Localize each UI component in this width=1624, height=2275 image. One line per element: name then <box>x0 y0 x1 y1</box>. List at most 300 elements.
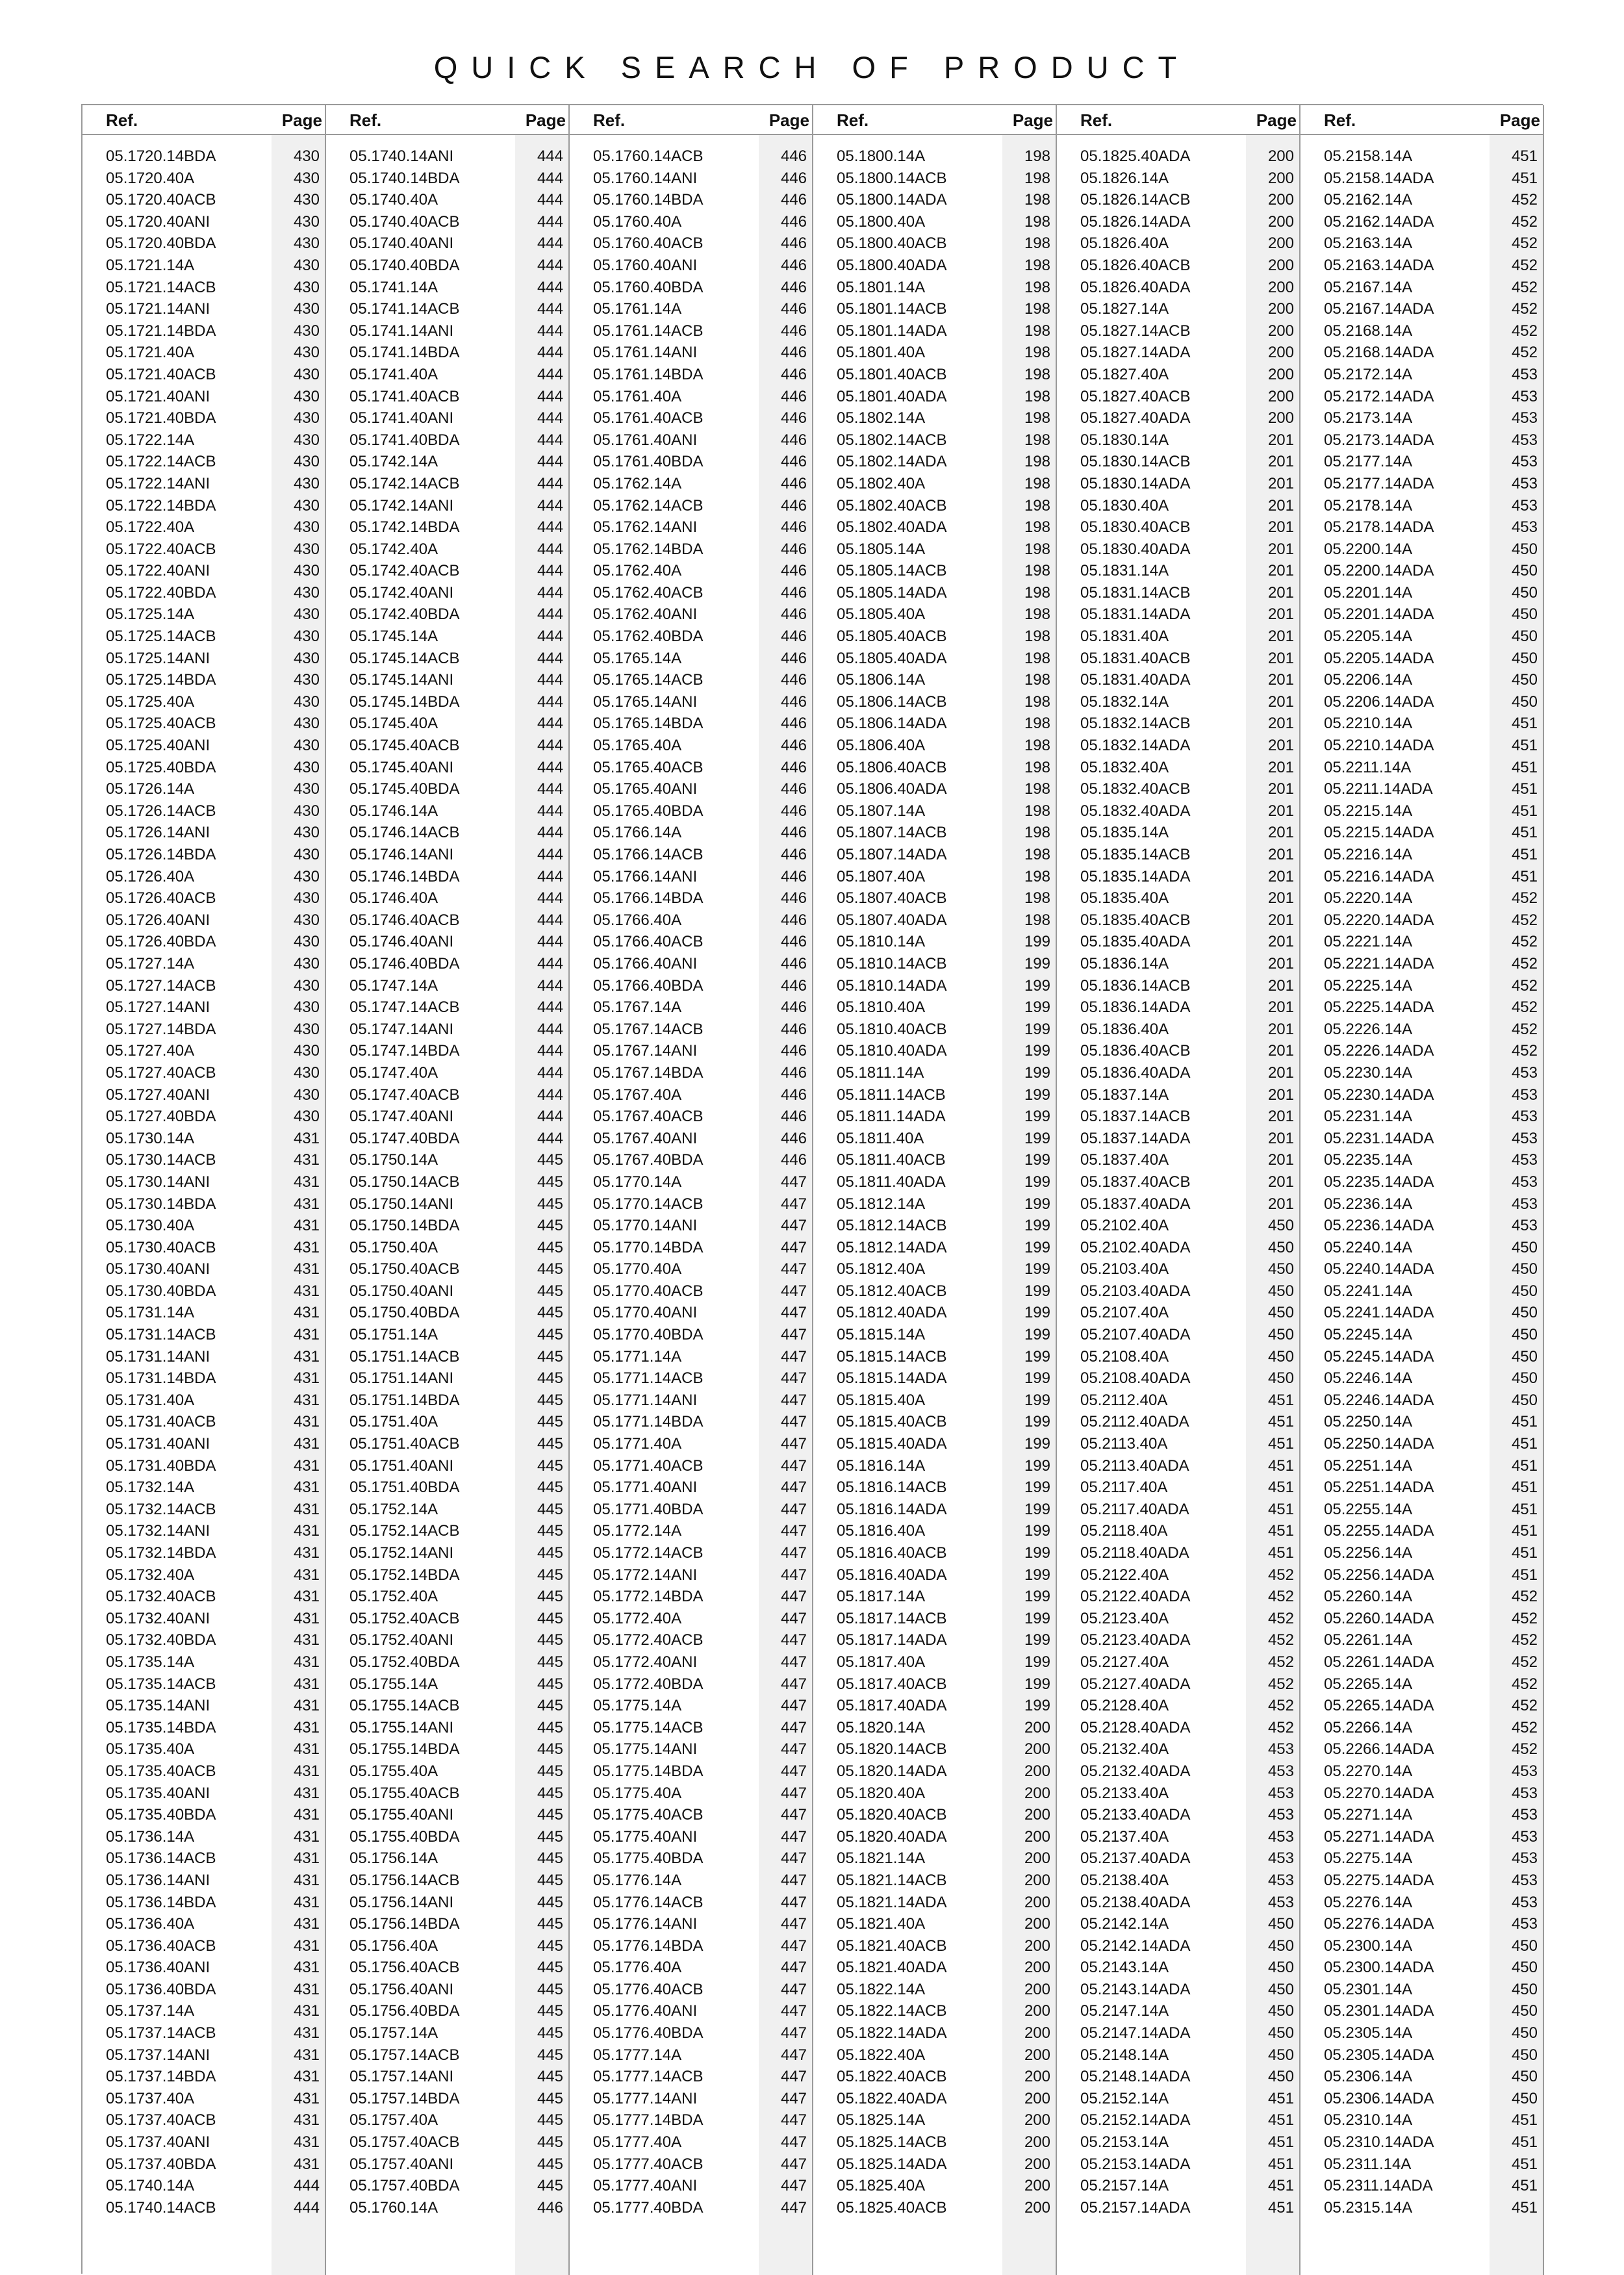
table-row <box>570 582 812 604</box>
table-row <box>813 1062 1056 1084</box>
table-row <box>813 473 1056 495</box>
page-number: 453 <box>1511 1806 1538 1824</box>
ref-code: 05.2143.14A <box>1080 1959 1169 1977</box>
table-row <box>326 1280 568 1303</box>
ref-code: 05.1765.14ANI <box>593 693 698 711</box>
page-number: 199 <box>1024 1129 1050 1147</box>
page-number: 431 <box>293 1871 320 1889</box>
ref-code: 05.1740.40A <box>349 191 438 209</box>
page-number: 447 <box>780 1435 807 1453</box>
page-number: 200 <box>1024 2111 1050 2129</box>
page-number: 446 <box>780 976 807 995</box>
page-number: 451 <box>1267 2198 1294 2217</box>
ref-code: 05.1742.40ACB <box>349 562 460 580</box>
page-number: 445 <box>537 1959 563 1977</box>
table-row <box>1300 626 1543 648</box>
table-row <box>813 1455 1056 1477</box>
table-row <box>82 1608 325 1630</box>
table-row <box>813 1564 1056 1586</box>
ref-code: 05.1722.14ANI <box>106 474 210 492</box>
page-number: 452 <box>1267 1631 1294 1649</box>
page-number: 431 <box>293 1980 320 1998</box>
page-number: 201 <box>1267 1195 1294 1213</box>
ref-code: 05.2152.14A <box>1080 2089 1169 2107</box>
page-number: 446 <box>780 1063 807 1082</box>
table-row <box>1057 539 1299 561</box>
page-number: 452 <box>1511 322 1538 340</box>
ref-code: 05.1805.40A <box>837 605 926 624</box>
ref-code: 05.2236.14ADA <box>1324 1217 1434 1235</box>
page-number: 447 <box>780 1326 807 1344</box>
table-row <box>326 735 568 757</box>
table-row <box>813 626 1056 648</box>
table-row <box>1300 1717 1543 1739</box>
page-number: 200 <box>1024 1849 1050 1868</box>
ref-code: 05.2235.14ADA <box>1324 1173 1434 1191</box>
page-number: 451 <box>1267 2155 1294 2173</box>
table-row <box>1057 1695 1299 1717</box>
page-number: 200 <box>1267 300 1294 318</box>
ref-code: 05.1810.14ADA <box>837 976 947 995</box>
page-number: 452 <box>1511 933 1538 951</box>
page-number: 198 <box>1024 431 1050 449</box>
page-number: 201 <box>1267 1108 1294 1126</box>
ref-code: 05.1810.14ACB <box>837 954 947 972</box>
page-number: 430 <box>293 976 320 995</box>
table-row <box>326 320 568 342</box>
page-number: 200 <box>1024 2024 1050 2042</box>
ref-code: 05.1800.14ACB <box>837 169 947 187</box>
ref-code: 05.1820.14ACB <box>837 1740 947 1759</box>
table-row <box>1057 1564 1299 1586</box>
table-row <box>1057 844 1299 866</box>
page-number: 198 <box>1024 540 1050 558</box>
table-row <box>1300 1193 1543 1215</box>
table-row <box>82 626 325 648</box>
page-number: 199 <box>1024 1260 1050 1278</box>
ref-code: 05.1776.14A <box>593 1871 682 1889</box>
ref-code: 05.1771.14ACB <box>593 1369 704 1388</box>
page-number: 444 <box>537 518 563 537</box>
table-row <box>1057 386 1299 408</box>
table-row <box>813 189 1056 211</box>
table-row <box>82 1935 325 1957</box>
page-number: 446 <box>780 998 807 1017</box>
page-number: 431 <box>293 1609 320 1627</box>
ref-code: 05.2147.14ADA <box>1080 2024 1191 2042</box>
table-row <box>82 1695 325 1717</box>
ref-code: 05.1801.40A <box>837 344 926 362</box>
page-number: 452 <box>1511 212 1538 231</box>
ref-code: 05.2275.14ADA <box>1324 1871 1434 1889</box>
table-row <box>1057 1608 1299 1630</box>
table-row <box>570 1106 812 1128</box>
ref-code: 05.1726.40ACB <box>106 889 216 908</box>
table-row <box>1300 1390 1543 1412</box>
page-number: 452 <box>1511 1740 1538 1759</box>
column-header <box>813 105 1056 135</box>
page-number: 447 <box>780 1544 807 1562</box>
page-number: 447 <box>780 1849 807 1868</box>
page-number: 453 <box>1511 453 1538 471</box>
page-number: 198 <box>1024 387 1050 405</box>
column-header <box>1057 105 1299 135</box>
ref-code: 05.2117.40A <box>1080 1479 1168 1497</box>
page-number: 201 <box>1267 911 1294 929</box>
ref-code: 05.1837.40ACB <box>1080 1173 1191 1191</box>
page-number: 201 <box>1267 628 1294 646</box>
page-number: 430 <box>293 387 320 405</box>
page-number: 451 <box>1267 2089 1294 2107</box>
page-number: 201 <box>1267 431 1294 449</box>
table-row <box>82 1848 325 1870</box>
page-number: 430 <box>293 649 320 667</box>
ref-code: 05.1821.40ACB <box>837 1937 947 1955</box>
product-index-table <box>81 104 1543 2274</box>
ref-code: 05.1745.40ACB <box>349 737 460 755</box>
table-row <box>813 495 1056 517</box>
table-row <box>1057 1215 1299 1237</box>
page-number: 431 <box>293 1566 320 1584</box>
ref-code: 05.1766.14BDA <box>593 889 704 908</box>
page-number: 453 <box>1267 1849 1294 1868</box>
page-number: 198 <box>1024 169 1050 187</box>
page-number: 453 <box>1511 1108 1538 1126</box>
ref-code: 05.1760.14A <box>349 2198 438 2217</box>
page-number: 452 <box>1511 1631 1538 1649</box>
page-number: 201 <box>1267 605 1294 624</box>
ref-code: 05.1831.14ADA <box>1080 605 1191 624</box>
page-number: 431 <box>293 1740 320 1759</box>
table-row <box>1057 1913 1299 1935</box>
page-number: 198 <box>1024 715 1050 733</box>
table-row <box>82 451 325 473</box>
table-row <box>82 887 325 909</box>
page-number: 451 <box>1511 1456 1538 1475</box>
ref-code: 05.1747.14A <box>349 976 438 995</box>
page-number: 447 <box>780 1369 807 1388</box>
page-number: 446 <box>780 562 807 580</box>
page-number: 444 <box>537 846 563 863</box>
table-row <box>82 1477 325 1499</box>
ref-code: 05.1806.14ADA <box>837 715 947 733</box>
ref-code: 05.1741.40BDA <box>349 431 460 449</box>
table-row <box>82 2154 325 2176</box>
table-row <box>326 1783 568 1805</box>
ref-code: 05.1745.40BDA <box>349 780 460 798</box>
page-number: 450 <box>1267 1260 1294 1278</box>
table-row <box>570 1084 812 1106</box>
page-number: 452 <box>1511 1042 1538 1060</box>
ref-code: 05.1770.40BDA <box>593 1326 704 1344</box>
ref-code: 05.1737.40A <box>106 2089 195 2107</box>
table-row <box>1057 735 1299 757</box>
table-row <box>82 407 325 429</box>
page-number: 444 <box>537 649 563 667</box>
table-row <box>813 539 1056 561</box>
ref-code: 05.1836.40ACB <box>1080 1042 1191 1060</box>
ref-code: 05.1812.14ADA <box>837 1238 947 1256</box>
table-row <box>1300 277 1543 299</box>
page-number: 452 <box>1511 889 1538 908</box>
ref-code: 05.1732.40ANI <box>106 1609 210 1627</box>
ref-code: 05.2301.14A <box>1324 1980 1413 1998</box>
table-row <box>1300 407 1543 429</box>
ref-code: 05.1771.14A <box>593 1347 682 1366</box>
page-number: 430 <box>293 191 320 209</box>
ref-code: 05.1802.14ADA <box>837 453 947 471</box>
table-row <box>326 844 568 866</box>
ref-code: 05.2276.14ADA <box>1324 1915 1434 1933</box>
page-number: 444 <box>537 933 563 951</box>
ref-code: 05.1752.40BDA <box>349 1653 460 1671</box>
ref-code: 05.1832.14ACB <box>1080 715 1191 733</box>
page-number: 450 <box>1267 1347 1294 1366</box>
ref-code: 05.1736.14ACB <box>106 1849 216 1868</box>
table-row <box>1057 757 1299 779</box>
ref-code: 05.1740.40BDA <box>349 256 460 274</box>
page-number: 444 <box>537 431 563 449</box>
ref-code: 05.2250.14ADA <box>1324 1435 1434 1453</box>
page-number: 450 <box>1267 1282 1294 1300</box>
page-number: 199 <box>1024 1042 1050 1060</box>
table-row <box>1300 1084 1543 1106</box>
table-row <box>1057 2197 1299 2219</box>
page-number: 198 <box>1024 867 1050 885</box>
table-row <box>82 691 325 713</box>
table-row <box>1057 1280 1299 1303</box>
ref-code: 05.1742.14A <box>349 453 438 471</box>
ref-code: 05.1752.14ANI <box>349 1544 454 1562</box>
page-number: 446 <box>780 496 807 515</box>
page-number: 431 <box>293 1697 320 1715</box>
ref-code: 05.2265.14A <box>1324 1675 1413 1693</box>
page-number: 199 <box>1024 954 1050 972</box>
table-row <box>1057 1586 1299 1608</box>
ref-code: 05.1810.40ADA <box>837 1042 947 1060</box>
ref-code: 05.1762.40BDA <box>593 628 704 646</box>
table-row <box>570 1433 812 1455</box>
table-row <box>1057 2044 1299 2066</box>
page-number: 198 <box>1024 737 1050 755</box>
page-number: 445 <box>537 1762 563 1780</box>
table-row <box>813 233 1056 255</box>
ref-code: 05.1772.14A <box>593 1522 682 1540</box>
page-number: 453 <box>1267 1762 1294 1780</box>
table-row <box>813 516 1056 539</box>
page-number: 446 <box>780 1151 807 1169</box>
table-row <box>570 1302 812 1324</box>
page-number: 430 <box>293 147 320 165</box>
ref-code: 05.1737.40ACB <box>106 2111 216 2129</box>
page-number: 430 <box>293 322 320 340</box>
table-row <box>82 2066 325 2088</box>
table-row <box>1057 2022 1299 2044</box>
ref-header: Ref. <box>593 110 626 130</box>
ref-code: 05.2206.14ADA <box>1324 693 1434 711</box>
ref-code: 05.1817.40ADA <box>837 1697 947 1715</box>
table-row <box>326 1411 568 1433</box>
table-row <box>813 1499 1056 1521</box>
page-number: 447 <box>780 1217 807 1235</box>
ref-code: 05.2142.14ADA <box>1080 1937 1191 1955</box>
page-number: 445 <box>537 1282 563 1300</box>
ref-code: 05.1725.14ACB <box>106 628 216 646</box>
ref-code: 05.1800.14ADA <box>837 191 947 209</box>
ref-code: 05.1765.14A <box>593 649 682 667</box>
table-row <box>82 539 325 561</box>
table-row <box>326 1892 568 1914</box>
page-number: 447 <box>780 2002 807 2020</box>
ref-code: 05.2256.14ADA <box>1324 1566 1434 1584</box>
ref-code: 05.1732.14ACB <box>106 1500 216 1518</box>
ref-code: 05.2162.14A <box>1324 191 1413 209</box>
table-row <box>82 1040 325 1062</box>
ref-code: 05.1772.40ACB <box>593 1631 704 1649</box>
page-header: Page <box>768 110 809 130</box>
table-row <box>82 1455 325 1477</box>
page-number: 431 <box>293 1849 320 1868</box>
ref-code: 05.1772.14BDA <box>593 1588 704 1606</box>
ref-code: 05.1761.14A <box>593 300 682 318</box>
page-number: 451 <box>1511 802 1538 820</box>
ref-code: 05.1757.14BDA <box>349 2089 460 2107</box>
table-row <box>570 1651 812 1673</box>
page-number: 431 <box>293 1893 320 1911</box>
table-row <box>326 1062 568 1084</box>
ref-code: 05.1731.14ACB <box>106 1326 216 1344</box>
page-number: 199 <box>1024 1217 1050 1235</box>
ref-code: 05.1775.40A <box>593 1784 682 1802</box>
table-row <box>326 2154 568 2176</box>
table-row <box>326 1302 568 1324</box>
table-row <box>570 2088 812 2110</box>
page-number: 430 <box>293 693 320 711</box>
table-row <box>570 1979 812 2001</box>
table-row <box>82 1411 325 1433</box>
table-row <box>1057 1390 1299 1412</box>
table-row <box>1300 691 1543 713</box>
ref-code: 05.1755.40A <box>349 1762 438 1780</box>
ref-code: 05.1827.14A <box>1080 300 1169 318</box>
ref-code: 05.1831.40ACB <box>1080 649 1191 667</box>
table-row <box>813 822 1056 844</box>
page-number: 198 <box>1024 518 1050 537</box>
ref-code: 05.1817.14A <box>837 1588 926 1606</box>
table-row <box>1300 1433 1543 1455</box>
page-number: 447 <box>780 1718 807 1736</box>
table-row <box>326 560 568 582</box>
ref-code: 05.2310.14ADA <box>1324 2133 1434 2152</box>
ref-code: 05.1746.40BDA <box>349 954 460 972</box>
table-row <box>1057 2175 1299 2197</box>
page-number: 445 <box>537 1588 563 1606</box>
table-row <box>1300 495 1543 517</box>
ref-code: 05.1836.14A <box>1080 954 1169 972</box>
page-number: 453 <box>1511 365 1538 383</box>
ref-code: 05.1805.40ACB <box>837 628 947 646</box>
page-number: 445 <box>537 2068 563 2086</box>
page-number: 446 <box>780 1108 807 1126</box>
ref-code: 05.1761.14BDA <box>593 365 704 383</box>
table-row <box>1300 1062 1543 1084</box>
ref-code: 05.1805.14ADA <box>837 583 947 602</box>
ref-code: 05.1732.14ANI <box>106 1522 210 1540</box>
table-row <box>813 997 1056 1019</box>
ref-code: 05.1745.40ANI <box>349 758 454 776</box>
table-row <box>1057 1346 1299 1368</box>
table-row <box>570 189 812 211</box>
table-row <box>1057 909 1299 932</box>
ref-code: 05.1722.40ACB <box>106 540 216 558</box>
ref-code: 05.2216.14A <box>1324 846 1413 863</box>
ref-code: 05.1761.40BDA <box>593 453 704 471</box>
ref-code: 05.1812.40ADA <box>837 1304 947 1322</box>
table-row <box>82 1586 325 1608</box>
page-number: 200 <box>1024 1893 1050 1911</box>
ref-code: 05.1805.40ADA <box>837 649 947 667</box>
ref-code: 05.2226.14A <box>1324 1020 1413 1038</box>
table-row <box>326 1608 568 1630</box>
page-number: 446 <box>780 1020 807 1038</box>
page-number: 446 <box>780 867 807 885</box>
table-row <box>326 1128 568 1150</box>
ref-code: 05.1825.40A <box>837 2177 926 2195</box>
page-number: 444 <box>537 1063 563 1082</box>
ref-code: 05.2271.14A <box>1324 1806 1413 1824</box>
page-number: 198 <box>1024 453 1050 471</box>
page-number: 447 <box>780 1762 807 1780</box>
page-header: Page <box>281 110 322 130</box>
ref-code: 05.1821.40ADA <box>837 1959 947 1977</box>
table-row <box>82 1149 325 1171</box>
table-row <box>570 931 812 953</box>
table-row <box>570 1215 812 1237</box>
table-row <box>1300 1957 1543 1979</box>
ref-code: 05.1756.14BDA <box>349 1915 460 1933</box>
page-number: 452 <box>1511 911 1538 929</box>
table-row <box>82 2022 325 2044</box>
page-number: 444 <box>537 1108 563 1126</box>
table-row <box>1057 1738 1299 1760</box>
table-row <box>813 1171 1056 1193</box>
page-number: 447 <box>780 1260 807 1278</box>
table-row <box>82 1651 325 1673</box>
table-row <box>82 1128 325 1150</box>
ref-code: 05.1815.14ADA <box>837 1369 947 1388</box>
ref-code: 05.2157.14ADA <box>1080 2198 1191 2217</box>
table-row <box>326 516 568 539</box>
table-row <box>813 146 1056 168</box>
table-row <box>1300 2197 1543 2219</box>
table-row <box>1057 146 1299 168</box>
table-row <box>82 1826 325 1848</box>
table-row <box>1057 975 1299 997</box>
table-row <box>1300 1542 1543 1564</box>
page-number: 444 <box>537 212 563 231</box>
page-number: 452 <box>1267 1718 1294 1736</box>
table-row <box>813 1651 1056 1673</box>
ref-code: 05.2306.14ADA <box>1324 2089 1434 2107</box>
ref-code: 05.1767.14A <box>593 998 682 1017</box>
page-number: 452 <box>1511 278 1538 296</box>
table-row <box>326 1084 568 1106</box>
ref-code: 05.1735.40ANI <box>106 1784 210 1802</box>
page-number: 430 <box>293 758 320 776</box>
page-number: 199 <box>1024 976 1050 995</box>
ref-code: 05.2138.40A <box>1080 1871 1169 1889</box>
table-row <box>82 516 325 539</box>
